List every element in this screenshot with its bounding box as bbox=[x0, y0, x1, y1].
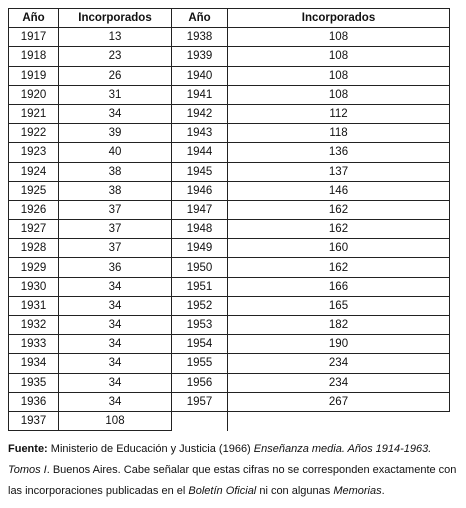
table-cell: 1924 bbox=[9, 162, 59, 181]
table-cell bbox=[228, 411, 450, 430]
table-cell: 40 bbox=[59, 143, 172, 162]
footnote bbox=[8, 439, 464, 502]
table-cell: 162 bbox=[228, 220, 450, 239]
table-cell: 1949 bbox=[172, 239, 228, 258]
table-cell: 31 bbox=[59, 85, 172, 104]
table-cell: 162 bbox=[228, 200, 450, 219]
table-row bbox=[9, 354, 450, 373]
table-row bbox=[9, 258, 450, 277]
header-year-1: Año bbox=[9, 9, 59, 28]
table-cell: 267 bbox=[228, 392, 450, 411]
content bbox=[8, 8, 458, 502]
table-cell: 1935 bbox=[9, 373, 59, 392]
footnote-text-4: . bbox=[381, 485, 385, 498]
table-cell: 1947 bbox=[172, 200, 228, 219]
table-cell: 1918 bbox=[9, 47, 59, 66]
table-cell: 1919 bbox=[9, 66, 59, 85]
table-cell: 34 bbox=[59, 104, 172, 123]
table-cell: 38 bbox=[59, 181, 172, 200]
table-cell: 162 bbox=[228, 258, 450, 277]
table-row bbox=[9, 277, 450, 296]
footnote-title: Enseñanza media. Años 1914-1963. Tomos I bbox=[8, 443, 432, 477]
table-cell: 1944 bbox=[172, 143, 228, 162]
table-row bbox=[9, 316, 450, 335]
table-cell: 1948 bbox=[172, 220, 228, 239]
table-cell: 39 bbox=[59, 124, 172, 143]
table-cell: 1950 bbox=[172, 258, 228, 277]
table-cell: 1936 bbox=[9, 392, 59, 411]
table-row bbox=[9, 411, 450, 430]
incorporations-table bbox=[8, 8, 450, 431]
table-cell: 137 bbox=[228, 162, 450, 181]
footnote-text-3: ni con algunas bbox=[256, 485, 334, 498]
table-cell: 1932 bbox=[9, 316, 59, 335]
table-cell: 118 bbox=[228, 124, 450, 143]
table-cell: 36 bbox=[59, 258, 172, 277]
table-cell: 108 bbox=[59, 411, 172, 430]
table-cell: 1930 bbox=[9, 277, 59, 296]
table-cell: 38 bbox=[59, 162, 172, 181]
table-row bbox=[9, 162, 450, 181]
table-cell: 160 bbox=[228, 239, 450, 258]
footnote-memorias: Memorias bbox=[333, 485, 382, 498]
table-cell: 108 bbox=[228, 47, 450, 66]
table-cell: 1940 bbox=[172, 66, 228, 85]
header-incorporated-2: Incorporados bbox=[228, 9, 450, 28]
table-cell: 146 bbox=[228, 181, 450, 200]
table-cell: 1933 bbox=[9, 335, 59, 354]
table-row bbox=[9, 239, 450, 258]
table-row bbox=[9, 66, 450, 85]
table-row bbox=[9, 104, 450, 123]
table-row bbox=[9, 85, 450, 104]
table-cell: 34 bbox=[59, 335, 172, 354]
header-year-2: Año bbox=[172, 9, 228, 28]
table-cell: 108 bbox=[228, 85, 450, 104]
table-cell: 1945 bbox=[172, 162, 228, 181]
table-cell: 1951 bbox=[172, 277, 228, 296]
table-cell: 1938 bbox=[172, 28, 228, 47]
table-row bbox=[9, 181, 450, 200]
table-row bbox=[9, 220, 450, 239]
table-cell: 34 bbox=[59, 354, 172, 373]
table-cell: 37 bbox=[59, 239, 172, 258]
table-cell: 1953 bbox=[172, 316, 228, 335]
table-cell: 1946 bbox=[172, 181, 228, 200]
header-row bbox=[9, 9, 450, 28]
table-cell: 37 bbox=[59, 200, 172, 219]
footnote-text-1: Ministerio de Educación y Justicia (1966) bbox=[47, 443, 254, 456]
table-row bbox=[9, 296, 450, 315]
table-row bbox=[9, 28, 450, 47]
footnote-label: Fuente: bbox=[8, 443, 48, 456]
table-row bbox=[9, 373, 450, 392]
table-cell: 1920 bbox=[9, 85, 59, 104]
table-row bbox=[9, 335, 450, 354]
table-cell: 234 bbox=[228, 354, 450, 373]
table-cell: 1925 bbox=[9, 181, 59, 200]
table-cell: 34 bbox=[59, 277, 172, 296]
table-row bbox=[9, 392, 450, 411]
table-cell: 1956 bbox=[172, 373, 228, 392]
table-cell: 108 bbox=[228, 66, 450, 85]
table-cell: 34 bbox=[59, 296, 172, 315]
table-cell: 1939 bbox=[172, 47, 228, 66]
table-cell: 34 bbox=[59, 373, 172, 392]
table-cell bbox=[172, 411, 228, 430]
table-cell: 108 bbox=[228, 28, 450, 47]
table-row bbox=[9, 124, 450, 143]
table-cell: 190 bbox=[228, 335, 450, 354]
table-body bbox=[9, 28, 450, 431]
header-incorporated-1: Incorporados bbox=[59, 9, 172, 28]
table-cell: 1928 bbox=[9, 239, 59, 258]
table-cell: 166 bbox=[228, 277, 450, 296]
footnote-text-2: . Buenos Aires. Cabe señalar que estas cifras no se corresponden exactamente con las incorporaciones publicadas en el bbox=[8, 464, 457, 498]
table-cell: 13 bbox=[59, 28, 172, 47]
table-row bbox=[9, 47, 450, 66]
table-cell: 34 bbox=[59, 316, 172, 335]
table-cell: 1917 bbox=[9, 28, 59, 47]
table-cell: 165 bbox=[228, 296, 450, 315]
table-cell: 1927 bbox=[9, 220, 59, 239]
table-cell: 34 bbox=[59, 392, 172, 411]
table-row bbox=[9, 200, 450, 219]
table-cell: 1931 bbox=[9, 296, 59, 315]
footnote-boletin: Boletín Oficial bbox=[188, 485, 257, 498]
table-cell: 1923 bbox=[9, 143, 59, 162]
table-cell: 1942 bbox=[172, 104, 228, 123]
table-cell: 1937 bbox=[9, 411, 59, 430]
table-cell: 112 bbox=[228, 104, 450, 123]
table-cell: 1922 bbox=[9, 124, 59, 143]
table-cell: 37 bbox=[59, 220, 172, 239]
table-cell: 1934 bbox=[9, 354, 59, 373]
table-cell: 1943 bbox=[172, 124, 228, 143]
table-cell: 1954 bbox=[172, 335, 228, 354]
table-cell: 26 bbox=[59, 66, 172, 85]
table-cell: 1957 bbox=[172, 392, 228, 411]
table-cell: 1926 bbox=[9, 200, 59, 219]
table-cell: 136 bbox=[228, 143, 450, 162]
table-cell: 1941 bbox=[172, 85, 228, 104]
table-cell: 1955 bbox=[172, 354, 228, 373]
table-cell: 1921 bbox=[9, 104, 59, 123]
table-cell: 1929 bbox=[9, 258, 59, 277]
table-row bbox=[9, 143, 450, 162]
table-cell: 234 bbox=[228, 373, 450, 392]
table-cell: 182 bbox=[228, 316, 450, 335]
table-cell: 1952 bbox=[172, 296, 228, 315]
table-cell: 23 bbox=[59, 47, 172, 66]
